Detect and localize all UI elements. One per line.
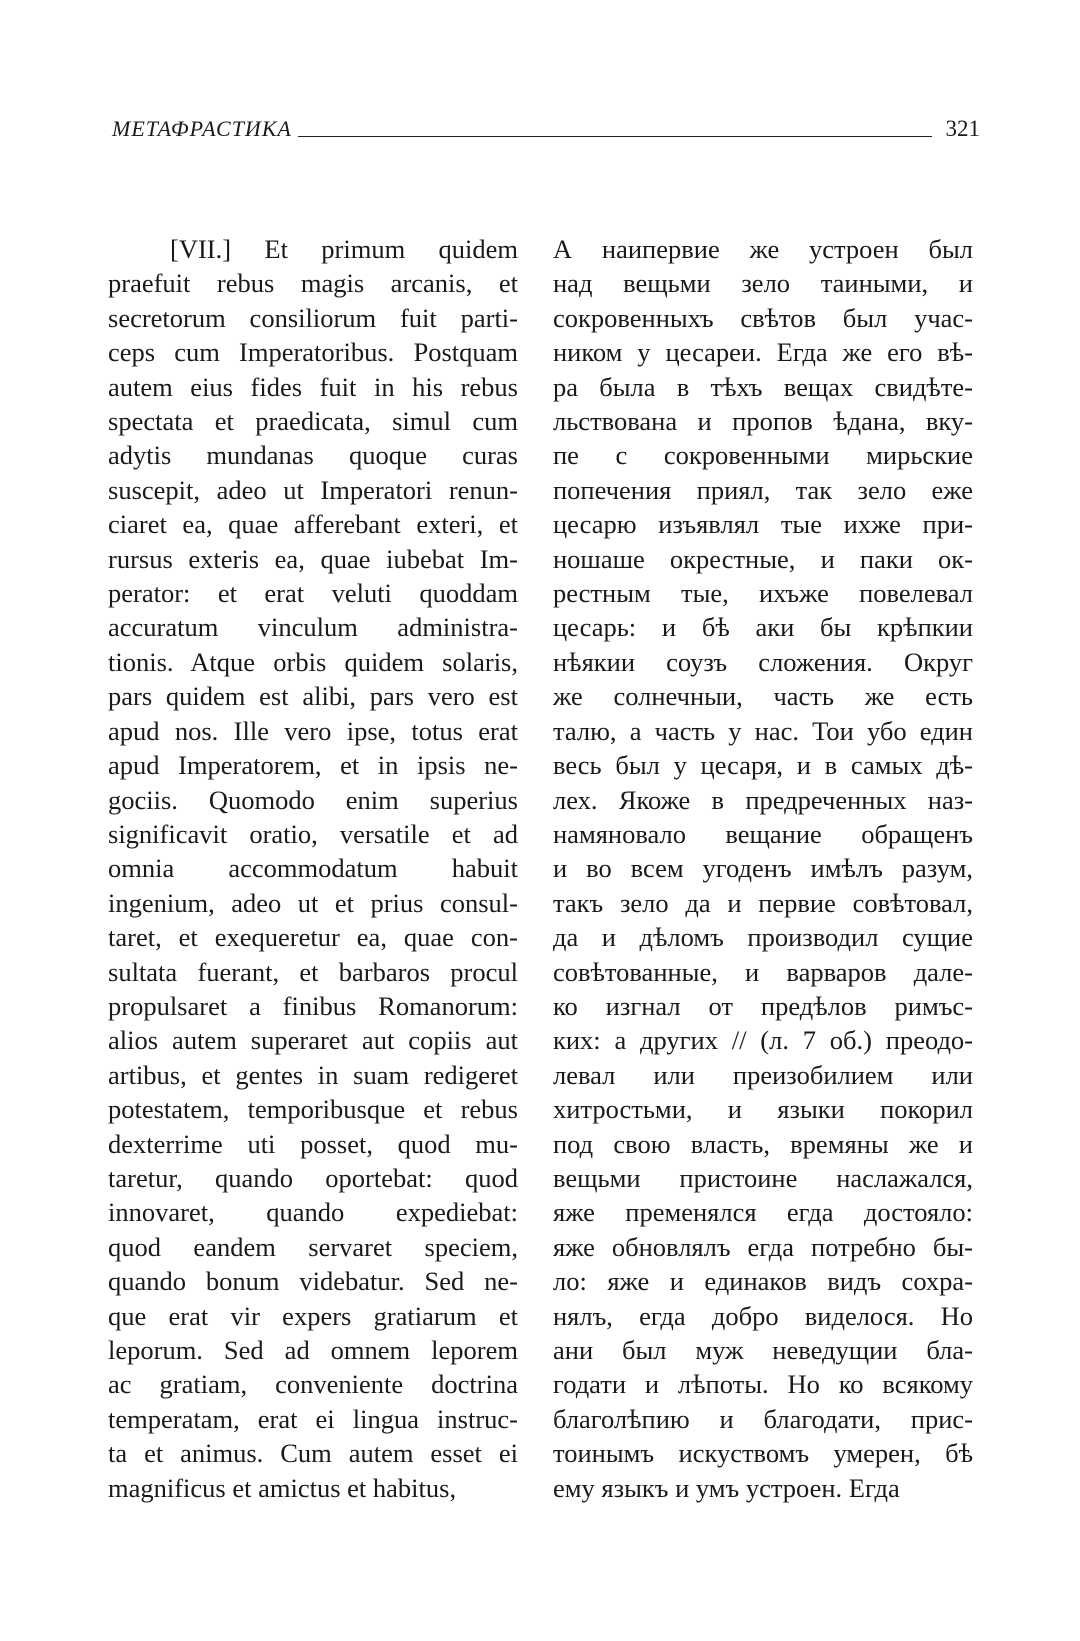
slavonic-text-line: пе с сокровенными мирьские [553, 440, 973, 471]
slavonic-text-line: сокровенныхъ свѣтов был учас- [553, 302, 973, 333]
latin-text-line: quod eandem servaret speciem, [108, 1231, 518, 1262]
slavonic-text-line: льствована и пропов ѣдана, вку- [553, 406, 973, 437]
slavonic-text-line: весь был у цесаря, и в самых дѣ- [553, 750, 973, 781]
latin-text-line: sultata fuerant, et barbaros procul [108, 956, 518, 987]
latin-text-line: leporum. Sed ad omnem leporem [108, 1335, 518, 1365]
latin-text-line: spectata et praedicata, simul cum [108, 406, 518, 437]
latin-text-line: magnificus et amictus et habitus, [108, 1472, 457, 1503]
slavonic-text-line: под свою власть, времяны же и [553, 1128, 973, 1159]
slavonic-text-line: тоинымъ искуствомъ умерен, бѣ [553, 1438, 973, 1469]
slavonic-text-line: благолѣпию и благодати, прис- [553, 1403, 973, 1434]
latin-text-line: potestatem, temporibusque et rebus [108, 1094, 518, 1125]
latin-text-line: ta et animus. Cum autem esset ei [108, 1438, 518, 1469]
slavonic-text-line: хитростьми, и языки покорил [553, 1094, 973, 1125]
slavonic-text-line: лех. Якоже в предреченных наз- [553, 784, 973, 815]
slavonic-text-line: цесарь: и бѣ аки бы крѣпкии [553, 612, 973, 643]
slavonic-text-line: такъ зело да и первие совѣтовал, [553, 887, 973, 918]
slavonic-text-line: и во всем угоденъ имѣлъ разум, [553, 853, 973, 884]
slavonic-text-line: ко изгнал от предѣлов римъс- [553, 990, 973, 1021]
slavonic-text-line: попечения приял, так зело еже [553, 474, 973, 505]
latin-text-line: temperatam, erat ei lingua instruc- [108, 1403, 518, 1434]
slavonic-text-line: да и дѣломъ производил сущие [553, 922, 973, 953]
latin-text-line: accuratum vinculum administra- [108, 612, 518, 643]
latin-text-line: tionis. Atque orbis quidem solaris, [108, 646, 518, 677]
slavonic-text-line: ра была в тѣхъ вещах свидѣте- [553, 371, 973, 402]
latin-text-line: taretur, quando oportebat: quod [108, 1162, 518, 1193]
slavonic-text-line: левал или преизобилием или [553, 1059, 973, 1090]
latin-text-line: taret, et exequeretur ea, quae con- [108, 922, 518, 953]
latin-text-line: que erat vir expers gratiarum et [108, 1300, 518, 1331]
latin-text-line: apud nos. Ille vero ipse, totus erat [108, 715, 518, 746]
slavonic-text-line: ником у цесареи. Егда же его вѣ- [553, 337, 973, 368]
slavonic-text-line: ему языкъ и умъ устроен. Егда [553, 1472, 900, 1503]
latin-text-line: perator: et erat veluti quoddam [108, 578, 518, 609]
latin-text-line: apud Imperatorem, et in ipsis ne- [108, 750, 518, 781]
slavonic-text-line: намяновало вещание обращенъ [553, 818, 973, 849]
slavonic-text-line: ани был муж неведущии бла- [553, 1335, 973, 1365]
latin-text-line: omnia accommodatum habuit [108, 853, 518, 884]
latin-text-line: ingenium, adeo ut et prius consul- [108, 887, 518, 918]
slavonic-text-line: ких: а других // (л. 7 об.) преодо- [553, 1025, 973, 1056]
slavonic-text-line: ло: яже и единаков видъ сохра- [553, 1266, 973, 1297]
latin-text-line: artibus, et gentes in suam redigeret [108, 1059, 518, 1090]
latin-text-line: adytis mundanas quoque curas [108, 440, 518, 471]
slavonic-text-line: цесарю изъявлял тые ихже при- [553, 509, 973, 540]
slavonic-text-line: годати и лѣпоты. Но ко всякому [553, 1369, 973, 1400]
slavonic-text-line: яже пременялся егда достояло: [553, 1197, 973, 1228]
latin-text-line: [VII.] Et primum quidem [170, 234, 518, 264]
latin-text-line: significavit oratio, versatile et ad [108, 818, 518, 849]
page-number: 321 [945, 116, 980, 141]
latin-text-line: praefuit rebus magis arcanis, et [108, 268, 518, 299]
latin-text-line: gociis. Quomodo enim superius [108, 784, 518, 815]
running-title: МЕТАФРАСТИКА [112, 116, 292, 141]
slavonic-text-line: совѣтованные, и варваров дале- [553, 956, 973, 987]
slavonic-text-line: нялъ, егда добро виделося. Но [553, 1300, 973, 1331]
running-header [112, 106, 980, 140]
slavonic-text-line: над вещьми зело таиными, и [553, 268, 973, 299]
latin-text-line: rursus exteris ea, quae iubebat Im- [108, 543, 518, 574]
latin-text-line: propulsaret a finibus Romanorum: [108, 990, 518, 1021]
slavonic-text-line: вещьми пристоине наслажался, [553, 1162, 973, 1193]
latin-text-line: ac gratiam, conveniente doctrina [108, 1369, 518, 1400]
slavonic-text-line: А наипервие же устроен был [553, 234, 973, 264]
slavonic-text-line: нѣякии соузъ сложения. Округ [553, 646, 973, 677]
latin-text-line: secretorum consiliorum fuit parti- [108, 302, 518, 333]
slavonic-text-line: ношаше окрестные, и паки ок- [553, 543, 973, 574]
latin-column [108, 232, 518, 1505]
slavonic-text-line: же солнечныи, часть же есть [553, 681, 973, 712]
latin-text-line: ceps cum Imperatoribus. Postquam [108, 337, 518, 368]
latin-text-line: autem eius fides fuit in his rebus [108, 371, 518, 402]
slavonic-text-line: рестным тые, ихъже повелевал [553, 578, 973, 609]
slavonic-column [553, 232, 973, 1505]
slavonic-text-line: яже обновлялъ егда потребно бы- [553, 1231, 973, 1262]
header-rule [298, 136, 932, 137]
latin-text-line: innovaret, quando expediebat: [108, 1197, 518, 1228]
latin-text-line: pars quidem est alibi, pars vero est [108, 681, 518, 712]
latin-text-line: dexterrime uti posset, quod mu- [108, 1128, 518, 1159]
latin-text-line: ciaret ea, quae afferebant exteri, et [108, 509, 518, 540]
latin-text-line: suscepit, adeo ut Imperatori renun- [108, 474, 518, 505]
slavonic-text-line: талю, а часть у нас. Тои убо един [553, 715, 973, 746]
latin-text-line: quando bonum videbatur. Sed ne- [108, 1266, 518, 1297]
latin-text-line: alios autem superaret aut copiis aut [108, 1025, 518, 1056]
